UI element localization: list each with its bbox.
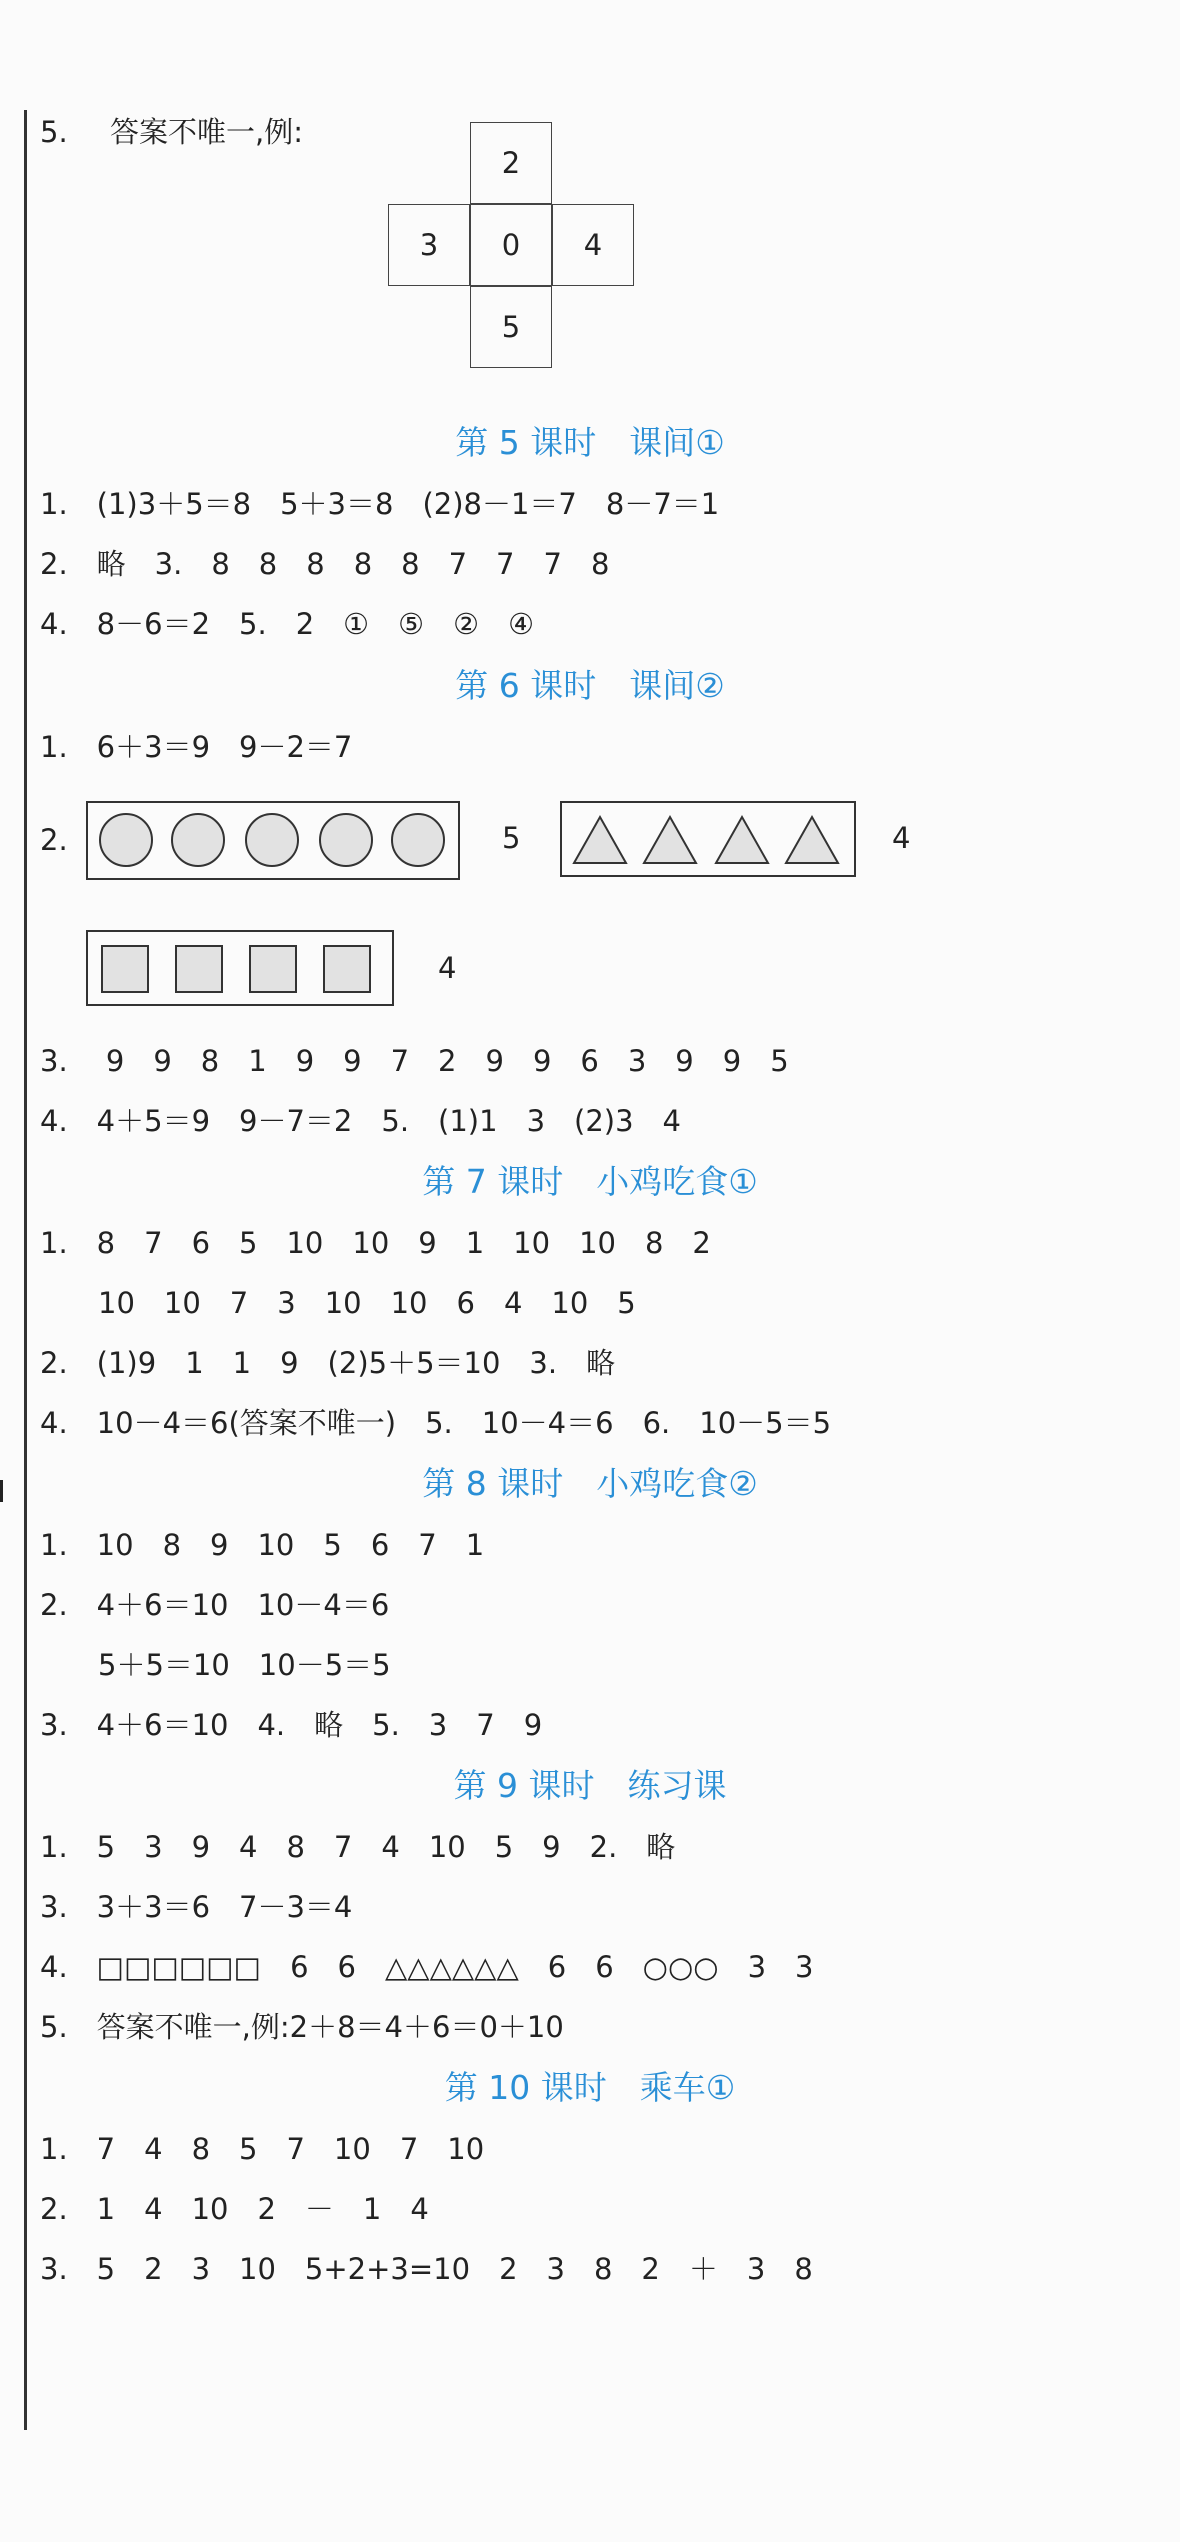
s6-q2-number: 2. xyxy=(40,823,68,857)
s7-line-4: 4. 10－4＝6(答案不唯一) 5. 10－4＝6 6. 10－5＝5 xyxy=(40,1406,832,1440)
net-left-cell: 3 xyxy=(388,204,470,286)
circles-figure xyxy=(88,803,458,878)
section-heading-5: 第 5 课时 课间① xyxy=(455,423,725,462)
s7-line-2: 2. (1)9 1 1 9 (2)5＋5＝10 3. 略 xyxy=(40,1346,616,1380)
s7-line-1b: 10 10 7 3 10 10 6 4 10 5 xyxy=(40,1286,636,1320)
s10-line-1: 1. 7 4 8 5 7 10 7 10 xyxy=(40,2132,485,2166)
section-heading-7: 第 7 课时 小鸡吃食① xyxy=(422,1162,758,1201)
triangle-shape xyxy=(786,817,838,863)
square-shape xyxy=(102,946,148,992)
section-heading-8: 第 8 课时 小鸡吃食② xyxy=(422,1464,758,1503)
s8-line-1: 1. 10 8 9 10 5 6 7 1 xyxy=(40,1528,485,1562)
s5-line-1: 1. (1)3＋5＝8 5＋3＝8 (2)8－1＝7 8－7＝1 xyxy=(40,487,720,521)
triangles-figure xyxy=(562,803,854,875)
net-right-cell: 4 xyxy=(552,204,634,286)
section-heading-10: 第 10 课时 乘车① xyxy=(444,2068,736,2107)
square-shape xyxy=(250,946,296,992)
s9-line-4: 4. □□□□□□ 6 6 △△△△△△ 6 6 ○○○ 3 3 xyxy=(40,1950,814,1984)
s6-line-1: 1. 6＋3＝9 9－2＝7 xyxy=(40,730,353,764)
circle-shape xyxy=(392,814,444,866)
triangle-shape xyxy=(716,817,768,863)
s8-line-2a: 2. 4＋6＝10 10－4＝6 xyxy=(40,1588,390,1622)
circle-shape xyxy=(246,814,298,866)
triangle-shape xyxy=(574,817,626,863)
q5-number: 5. xyxy=(40,115,68,149)
q5-text: 答案不唯一,例: xyxy=(110,115,303,149)
s9-line-1: 1. 5 3 9 4 8 7 4 10 5 9 2. 略 xyxy=(40,1830,676,1864)
triangles-count: 4 xyxy=(892,821,911,855)
section-heading-6: 第 6 课时 课间② xyxy=(455,666,725,705)
squares-panel xyxy=(86,930,394,1006)
net-top-cell: 2 xyxy=(470,122,552,204)
square-shape xyxy=(324,946,370,992)
squares-count: 4 xyxy=(438,951,457,985)
s10-line-2: 2. 1 4 10 2 － 1 4 xyxy=(40,2192,429,2226)
s6-line-4: 4. 4＋5＝9 9－7＝2 5. (1)1 3 (2)3 4 xyxy=(40,1104,682,1138)
net-bottom-cell: 5 xyxy=(470,286,552,368)
s5-line-4: 4. 8－6＝2 5. 2 ① ⑤ ② ④ xyxy=(40,607,535,641)
s6-line-3: 3. 9 9 8 1 9 9 7 2 9 9 6 3 9 9 5 xyxy=(40,1044,789,1078)
net-center-cell: 0 xyxy=(470,204,552,286)
square-shape xyxy=(176,946,222,992)
circles-panel xyxy=(86,801,460,880)
s10-line-3: 3. 5 2 3 10 5+2+3=10 2 3 8 2 ＋ 3 8 xyxy=(40,2252,813,2286)
triangles-panel xyxy=(560,801,856,877)
circle-shape xyxy=(320,814,372,866)
circle-shape xyxy=(172,814,224,866)
s5-line-2: 2. 略 3. 8 8 8 8 8 7 7 7 8 xyxy=(40,547,610,581)
s9-line-3: 3. 3＋3＝6 7－3＝4 xyxy=(40,1890,353,1924)
triangle-shape xyxy=(644,817,696,863)
s7-line-1a: 1. 8 7 6 5 10 10 9 1 10 10 8 2 xyxy=(40,1226,711,1260)
section-heading-9: 第 9 课时 练习课 xyxy=(453,1766,727,1805)
s8-line-3: 3. 4＋6＝10 4. 略 5. 3 7 9 xyxy=(40,1708,543,1742)
circles-count: 5 xyxy=(502,821,521,855)
s8-line-2b: 5＋5＝10 10－5＝5 xyxy=(40,1648,391,1682)
s9-line-5: 5. 答案不唯一,例:2＋8＝4＋6＝0＋10 xyxy=(40,2010,564,2044)
circle-shape xyxy=(100,814,152,866)
squares-figure xyxy=(88,932,392,1004)
